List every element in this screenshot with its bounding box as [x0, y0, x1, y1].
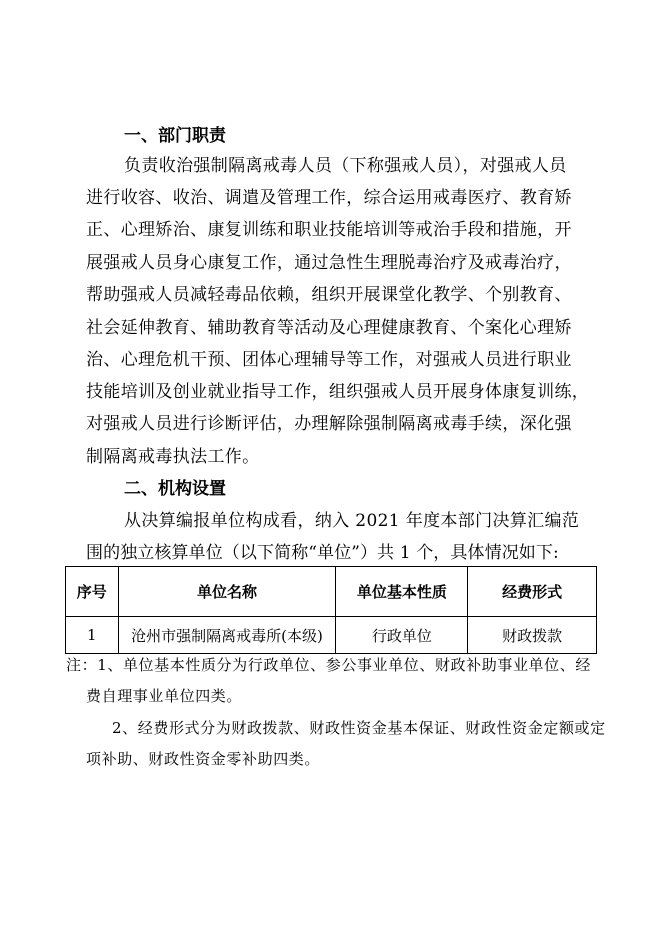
paragraph-line: 对强戒人员进行诊断评估，办理解除强制隔离戒毒手续，深化强 [86, 414, 572, 434]
table-header-cell: 单位名称 [118, 567, 336, 617]
paragraph-line: 技能培训及创业就业指导工作，组织强戒人员开展身体康复训练， [86, 382, 590, 402]
paragraph-line: 进行收容、收治、调遣及管理工作，综合运用戒毒医疗、教育矫 [86, 188, 572, 208]
units-table [65, 566, 597, 654]
note-line: 费自理事业单位四类。 [86, 687, 243, 705]
note-line: 注：1、单位基本性质分为行政单位、参公事业单位、财政补助事业单位、经 [66, 656, 591, 674]
table-cell: 财政拨款 [468, 617, 597, 654]
note-line: 项补助、财政性资金零补助四类。 [86, 750, 321, 768]
table-header-cell: 经费形式 [468, 567, 597, 617]
paragraph-line: 治、心理危机干预、团体心理辅导等工作，对强戒人员进行职业 [86, 350, 572, 370]
table-cell: 1 [66, 617, 119, 654]
section-heading-duties: 一、部门职责 [124, 126, 226, 146]
paragraph-line: 制隔离戒毒执法工作。 [86, 447, 260, 467]
paragraph-line: 帮助强戒人员减轻毒品依赖，组织开展课堂化教学、个别教育、 [86, 285, 572, 305]
note-line: 2、经费形式分为财政拨款、财政性资金基本保证、财政性资金定额或定 [112, 719, 606, 737]
table-row [66, 617, 597, 654]
paragraph-line: 围的独立核算单位（以下简称“单位”）共 1 个，具体情况如下: [86, 543, 559, 563]
table-header-cell: 序号 [66, 567, 119, 617]
paragraph-line: 从决算编报单位构成看，纳入 2021 年度本部门决算汇编范 [124, 511, 580, 531]
paragraph-line: 社会延伸教育、辅助教育等活动及心理健康教育、个案化心理矫 [86, 318, 572, 338]
section-heading-structure: 二、机构设置 [124, 479, 226, 499]
paragraph-line: 正、心理矫治、康复训练和职业技能培训等戒治手段和措施，开 [86, 220, 572, 240]
table-cell: 沧州市强制隔离戒毒所(本级) [118, 617, 336, 654]
table-header-cell: 单位基本性质 [336, 567, 468, 617]
paragraph-line: 负责收治强制隔离戒毒人员（下称强戒人员），对强戒人员 [124, 156, 567, 176]
table-header-row [66, 567, 597, 617]
table-cell: 行政单位 [336, 617, 468, 654]
paragraph-line: 展强戒人员身心康复工作，通过急性生理脱毒治疗及戒毒治疗， [86, 253, 572, 273]
